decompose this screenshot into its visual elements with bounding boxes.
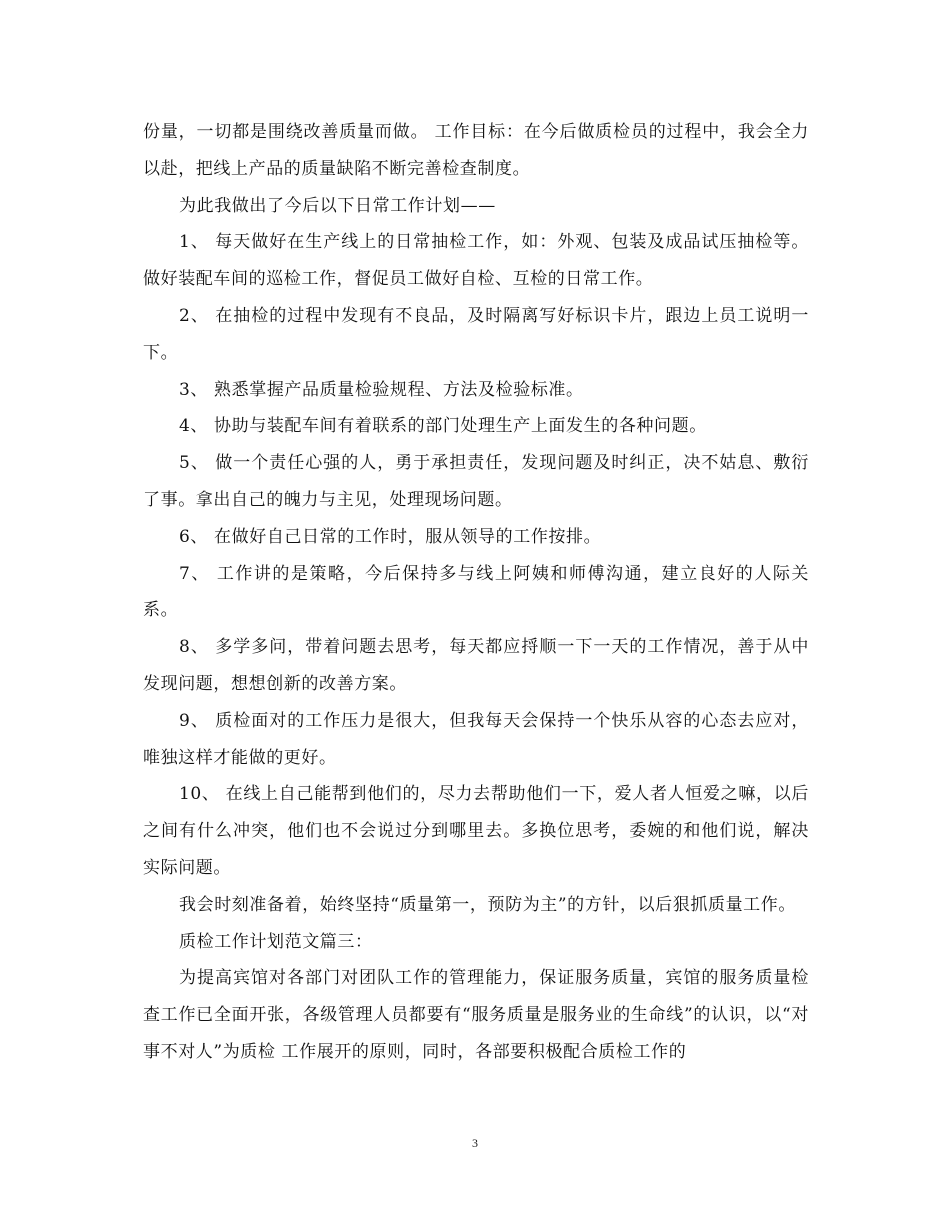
paragraph: 7、 工作讲的是策略，今后保持多与线上阿姨和师傅沟通，建立良好的人际关系。 bbox=[143, 563, 809, 621]
paragraph: 我会时刻准备着，始终坚持“质量第一，预防为主”的方针，以后狠抓质量工作。 bbox=[179, 894, 796, 915]
paragraph: 1、 每天做好在生产线上的日常抽检工作，如：外观、包装及成品试压抽检等。做好装配车间的巡检工作，督促员工做好自检、互检的日常工作。 bbox=[143, 232, 809, 290]
paragraph: 5、 做一个责任心强的人，勇于承担责任，发现问题及时纠正，决不姑息、敷衍了事。拿出自己的魄力与主见，处理现场问题。 bbox=[143, 453, 809, 510]
paragraph: 为提高宾馆对各部门对团队工作的管理能力，保证服务质量，宾馆的服务质量检查工作已全面开张，各级管理人员都要有“服务质量是服务业的生命线”的认识，以“对事不对人”为质检 工作展开的原则，同时，各部要积极配合质检工作的 bbox=[143, 968, 809, 1062]
paragraph: 3、 熟悉掌握产品质量检验规程、方法及检验标准。 bbox=[179, 379, 584, 400]
paragraph: 为此我做出了今后以下日常工作计划—— bbox=[179, 195, 496, 216]
paragraph: 8、 多学多问，带着问题去思考，每天都应捋顺一下一天的工作情况，善于从中发现问题，想想创新的改善方案。 bbox=[143, 637, 809, 694]
document-body bbox=[143, 114, 809, 1071]
section-heading: 质检工作计划范文篇三： bbox=[179, 931, 373, 952]
paragraph: 2、 在抽检的过程中发现有不良品，及时隔离写好标识卡片，跟边上员工说明一下。 bbox=[143, 305, 809, 363]
paragraph: 4、 协助与装配车间有着联系的部门处理生产上面发生的各种问题。 bbox=[179, 416, 707, 437]
page-number: 3 bbox=[472, 1136, 478, 1150]
paragraph: 9、 质检面对的工作压力是很大，但我每天会保持一个快乐从容的心态去应对，唯独这样才能做的更好。 bbox=[143, 710, 809, 768]
paragraph: 10、 在线上自己能帮到他们的，尽力去帮助他们一下，爱人者人恒爱之嘛，以后之间有什么冲突，他们也不会说过分到哪里去。多换位思考，委婉的和他们说，解决实际问题。 bbox=[143, 784, 809, 878]
paragraph: 份量，一切都是围绕改善质量而做。 工作目标：在今后做质检员的过程中，我会全力以赴，把线上产品的质量缺陷不断完善检查制度。 bbox=[143, 122, 809, 179]
paragraph: 6、 在做好自己日常的工作时，服从领导的工作按排。 bbox=[179, 526, 602, 547]
